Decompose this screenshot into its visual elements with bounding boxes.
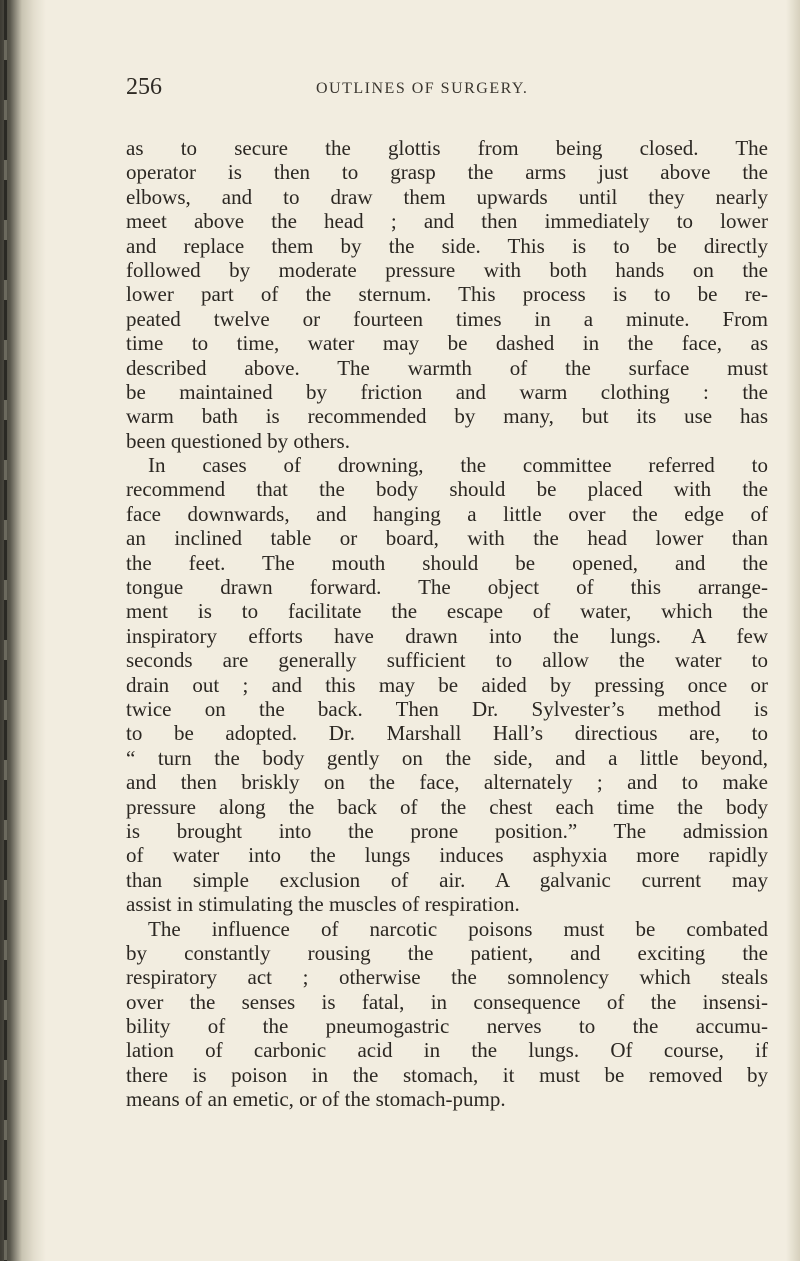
- text-line: assist in stimulating the muscles of respiration.: [126, 892, 520, 917]
- page-edge-shadow: [786, 0, 800, 1261]
- text-line: described above. The warmth of the surface must: [126, 355, 768, 380]
- text-line: peated twelve or fourteen times in a minute. From: [126, 306, 768, 331]
- text-line: warm bath is recommended by many, but its use has: [126, 404, 768, 429]
- text-line: as to secure the glottis from being closed. The: [126, 136, 768, 160]
- text-line: and then briskly on the face, alternately ; and to make: [126, 770, 768, 795]
- text-line: ment is to facilitate the escape of water, which the: [126, 599, 768, 624]
- text-line: is brought into the prone position.” The admission: [126, 818, 768, 843]
- page-header: [126, 74, 766, 104]
- text-line: respiratory act ; otherwise the somnolency which steals: [126, 965, 768, 990]
- paragraph-start: The influence of narcotic poisons must be combated: [148, 916, 768, 941]
- text-line: lation of carbonic acid in the lungs. Of course, if: [126, 1038, 768, 1063]
- text-line: over the senses is fatal, in consequence of the insensi-: [126, 989, 768, 1014]
- text-line: than simple exclusion of air. A galvanic current may: [126, 867, 768, 892]
- text-line: meet above the head ; and then immediately to lower: [126, 209, 768, 234]
- text-line: the feet. The mouth should be opened, and the: [126, 550, 768, 575]
- text-line: “ turn the body gently on the side, and a little beyond,: [126, 745, 768, 770]
- text-line: elbows, and to draw them upwards until they nearly: [126, 184, 768, 209]
- text-line: means of an emetic, or of the stomach-pump.: [126, 1087, 506, 1112]
- text-line: by constantly rousing the patient, and exciting the: [126, 940, 768, 965]
- text-line: lower part of the sternum. This process is to be re-: [126, 282, 768, 307]
- text-line: an inclined table or board, with the head lower than: [126, 526, 768, 551]
- text-line: tongue drawn forward. The object of this arrange-: [126, 575, 768, 600]
- text-line: there is poison in the stomach, it must be removed by: [126, 1062, 768, 1087]
- text-line: time to time, water may be dashed in the face, as: [126, 331, 768, 356]
- body-text: [126, 136, 768, 1112]
- text-line: be maintained by friction and warm clothing : the: [126, 379, 768, 404]
- text-line: drain out ; and this may be aided by pressing once or: [126, 672, 768, 697]
- text-line: twice on the back. Then Dr. Sylvester’s method is: [126, 696, 768, 721]
- book-binding-edge: [0, 0, 46, 1261]
- text-line: of water into the lungs induces asphyxia more rapidly: [126, 843, 768, 868]
- paragraph-start: In cases of drowning, the committee referred to: [148, 453, 768, 478]
- running-title: OUTLINES OF SURGERY.: [316, 80, 529, 97]
- text-line: and replace them by the side. This is to be directly: [126, 233, 768, 258]
- text-line: inspiratory efforts have drawn into the lungs. A few: [126, 623, 768, 648]
- text-line: seconds are generally sufficient to allow the water to: [126, 648, 768, 673]
- text-line: bility of the pneumogastric nerves to the accumu-: [126, 1014, 768, 1039]
- text-line: followed by moderate pressure with both hands on the: [126, 257, 768, 282]
- text-line: operator is then to grasp the arms just above the: [126, 160, 768, 185]
- text-line: face downwards, and hanging a little over the edge of: [126, 501, 768, 526]
- text-line: to be adopted. Dr. Marshall Hall’s directious are, to: [126, 721, 768, 746]
- text-line: pressure along the back of the chest each time the body: [126, 794, 768, 819]
- page-number: 256: [126, 74, 162, 100]
- text-line: recommend that the body should be placed with the: [126, 477, 768, 502]
- text-line: been questioned by others.: [126, 428, 350, 453]
